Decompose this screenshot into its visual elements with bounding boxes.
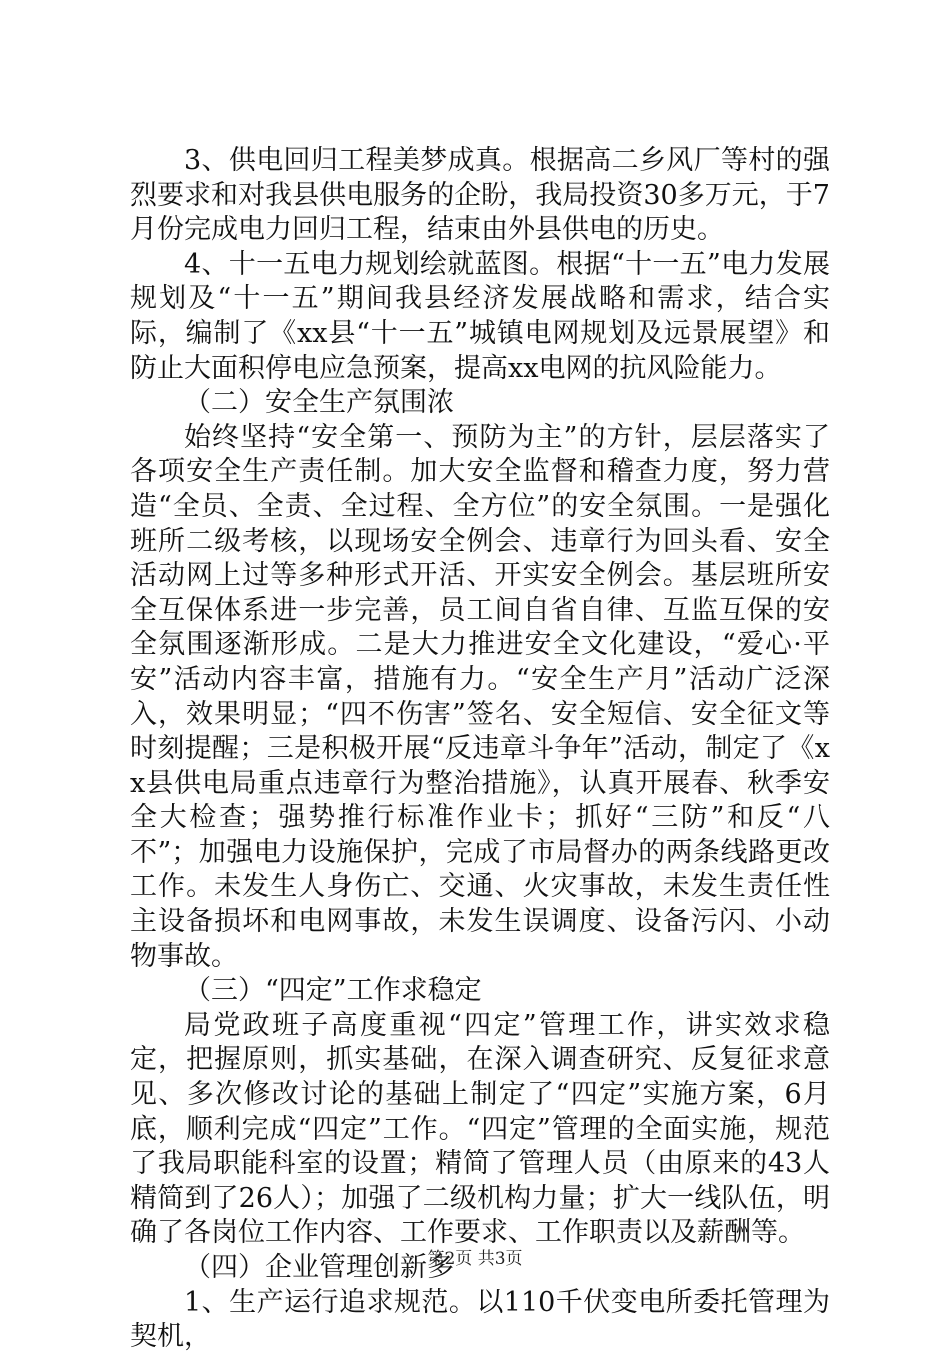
section-heading-management: （四）企业管理创新多 [184, 1252, 454, 1283]
page-number-footer: 第2页 共3页 [427, 1249, 523, 1269]
section-heading-safety: （二）安全生产氛围浓 [184, 387, 454, 419]
paragraph-power-planning: 4、十一五电力规划绘就蓝图。根据“十一五”电力发展规划及“十一五”期间我县经济发展战略和需求，结合实际，编制了《xx县“十一五”城镇电网规划及远景展望》和防止大面积停电应急预案，提高xx电网的抗风险能力。 [130, 248, 830, 384]
section-heading-four-fixes: （三）“四定”工作求稳定 [184, 975, 482, 1007]
document-body [130, 144, 830, 1355]
paragraph-safety-production: 始终坚持“安全第一、预防为主”的方针，层层落实了各项安全生产责任制。加大安全监督和稽查力度，努力营造“全员、全责、全过程、全方位”的安全氛围。一是强化班所二级考核，以现场安全例会、违章行为回头看、安全活动网上过等多种形式开活、开实安全例会。基层班所安全互保体系进一步完善，员工间自省自律、互监互保的安全氛围逐渐形成。二是大力推进安全文化建设，“爱心·平安”活动内容丰富，措施有力。“安全生产月”活动广泛深入，效果明显；“四不伤害”签名、安全短信、安全征文等时刻提醒；三是积极开展“反违章斗争年”活动，制定了《xx县供电局重点违章行为整治措施》，认真开展春、秋季安全大检查；强势推行标准作业卡；抓好“三防”和反“八不”；加强电力设施保护，完成了市局督办的两条线路更改工作。未发生人身伤亡、交通、火灾事故，未发生责任性主设备损坏和电网事故，未发生误调度、设备污闪、小动物事故。 [130, 421, 830, 972]
paragraph-power-return-project: 3、供电回归工程美梦成真。根据高二乡风厂等村的强烈要求和对我县供电服务的企盼，我局投资30多万元，于7月份完成电力回归工程，结束由外县供电的历史。 [130, 145, 830, 246]
paragraph-production-operation: 1、生产运行追求规范。以110千伏变电所委托管理为契机， [130, 1286, 830, 1353]
paragraph-four-fixes: 局党政班子高度重视“四定”管理工作，讲实效求稳定，把握原则，抓实基础，在深入调查研究、反复征求意见、多次修改讨论的基础上制定了“四定”实施方案，6月底，顺利完成“四定”工作。“四定”管理的全面实施，规范了我局职能科室的设置；精简了管理人员（由原来的43人精简到了26人）；加强了二级机构力量；扩大一线队伍，明确了各岗位工作内容、工作要求、工作职责以及薪酬等。 [130, 1009, 830, 1249]
